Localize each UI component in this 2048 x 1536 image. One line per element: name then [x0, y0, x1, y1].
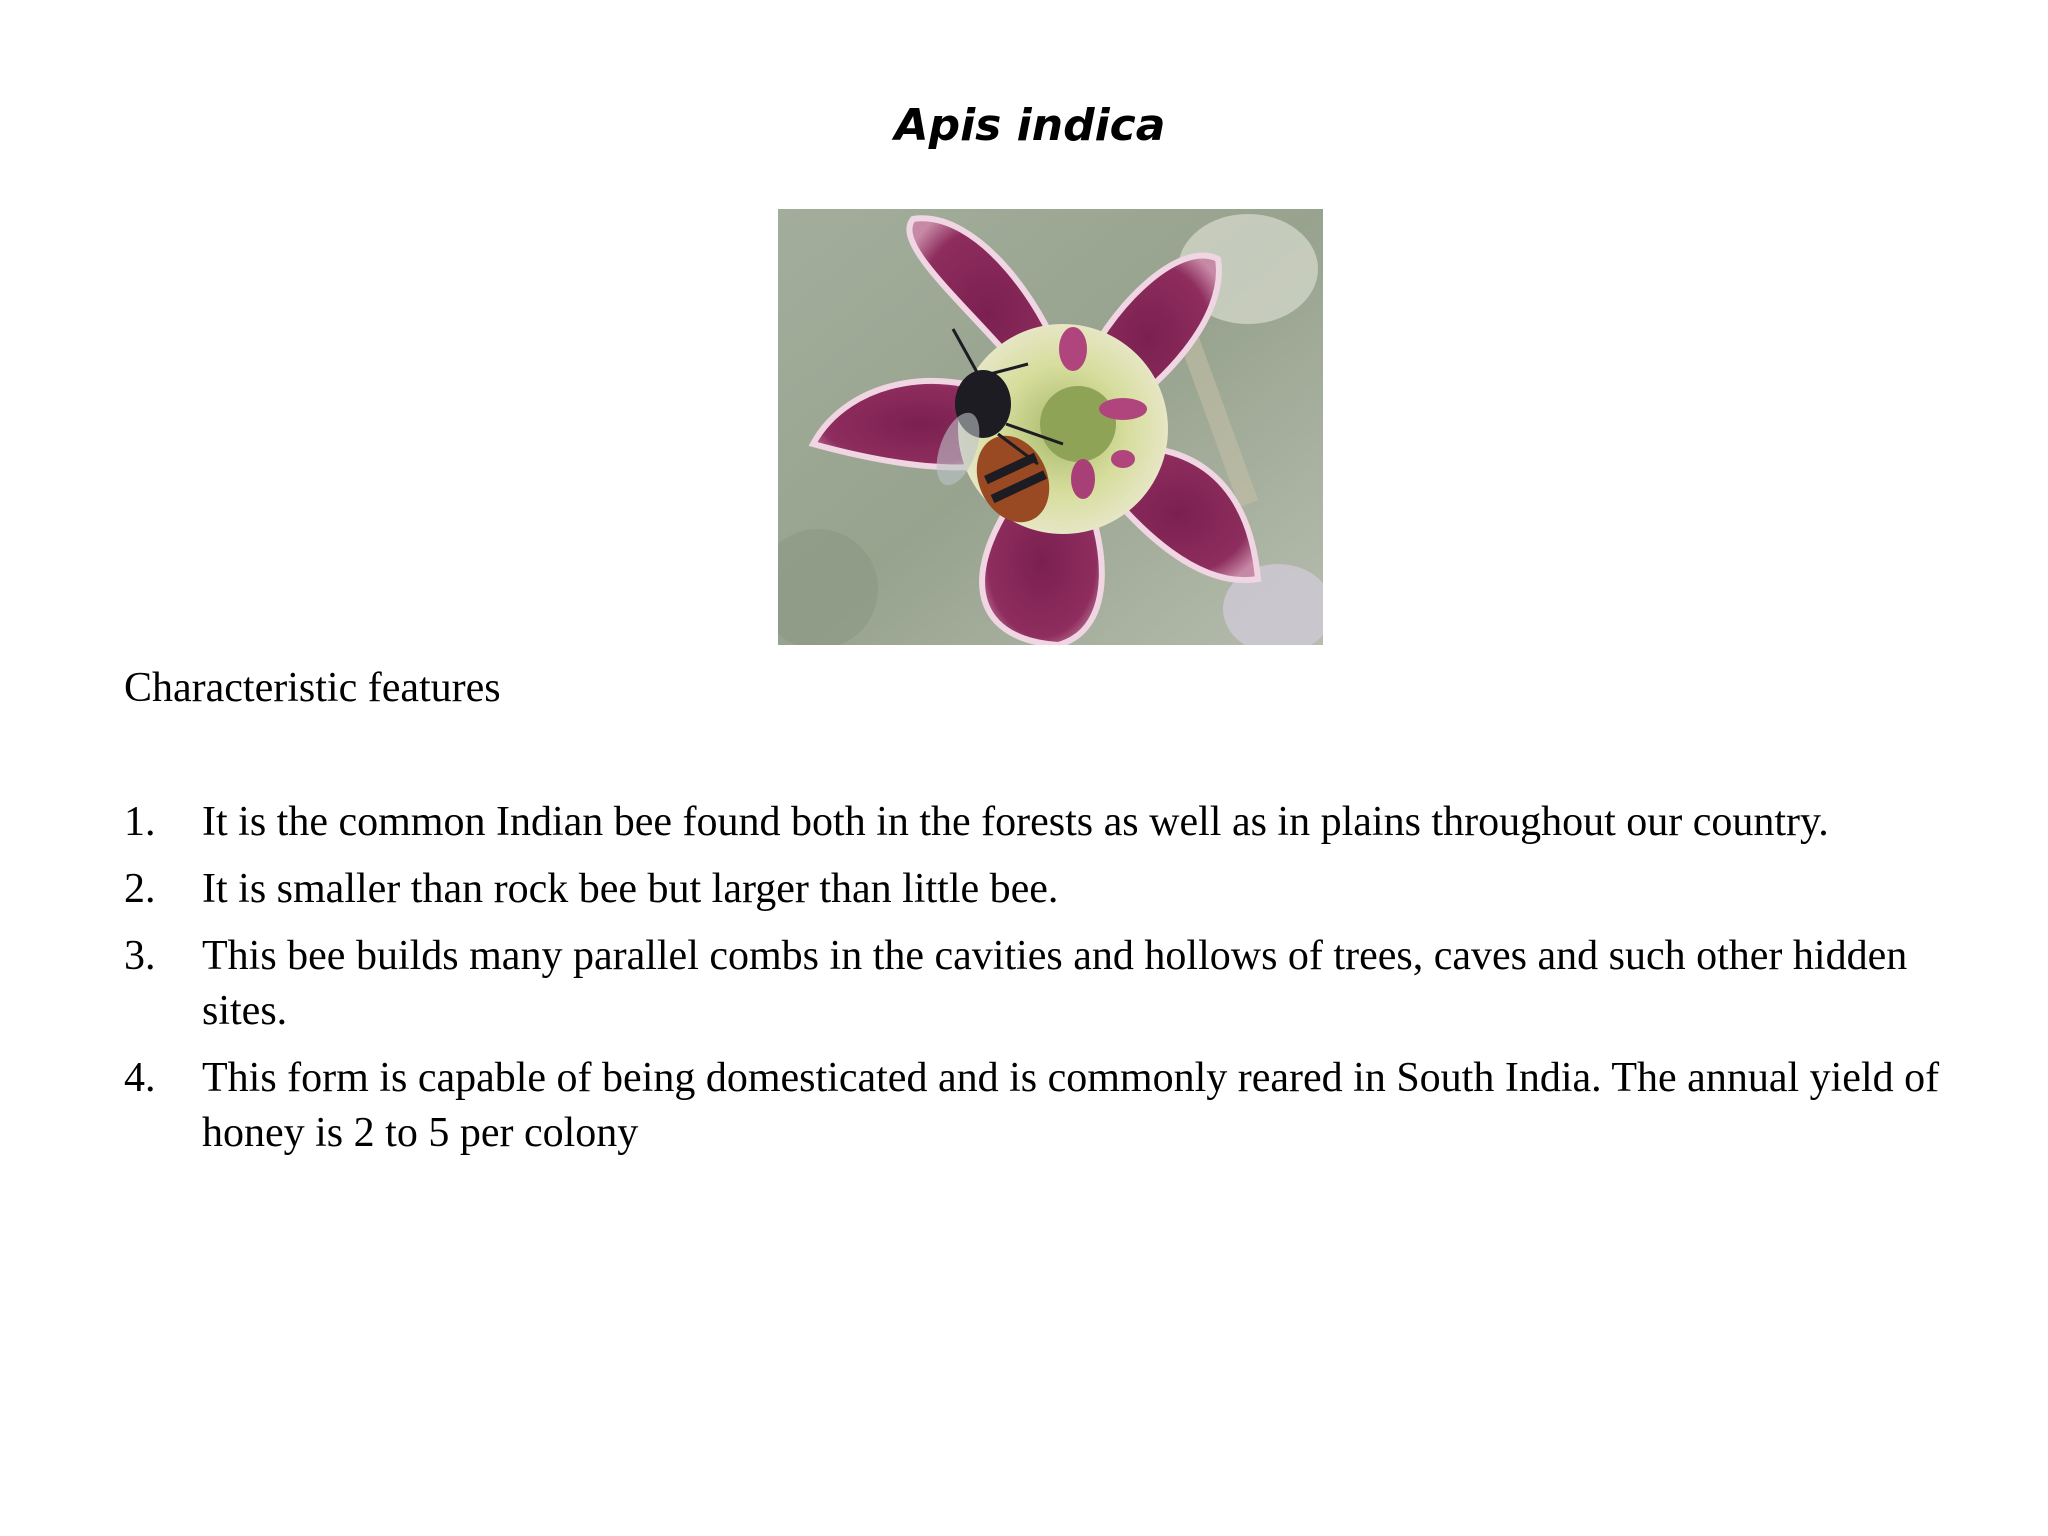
list-item-number: 4. — [124, 1055, 156, 1101]
list-item-number: 1. — [124, 799, 156, 845]
features-list — [124, 795, 1944, 1173]
slide-title: Apis indica — [894, 100, 1166, 151]
list-item-text: This bee builds many parallel combs in the cavities and hollows of trees, caves and such other hidden sites. — [202, 933, 1908, 1034]
list-item — [124, 862, 1944, 917]
list-item-number: 2. — [124, 866, 156, 912]
list-item-number: 3. — [124, 933, 156, 979]
list-item — [124, 929, 1944, 1039]
list-item-text: It is the common Indian bee found both in the forests as well as in plains throughout our country. — [202, 799, 1829, 845]
section-heading: Characteristic features — [124, 665, 501, 711]
list-item-text: It is smaller than rock bee but larger than little bee. — [202, 866, 1059, 912]
list-item — [124, 795, 1944, 850]
list-item-text: This form is capable of being domesticated and is commonly reared in South India. The annual yield of honey is 2 to 5 per colony — [202, 1055, 1940, 1156]
list-item — [124, 1051, 1944, 1161]
bee-on-flower-photo — [778, 209, 1323, 645]
